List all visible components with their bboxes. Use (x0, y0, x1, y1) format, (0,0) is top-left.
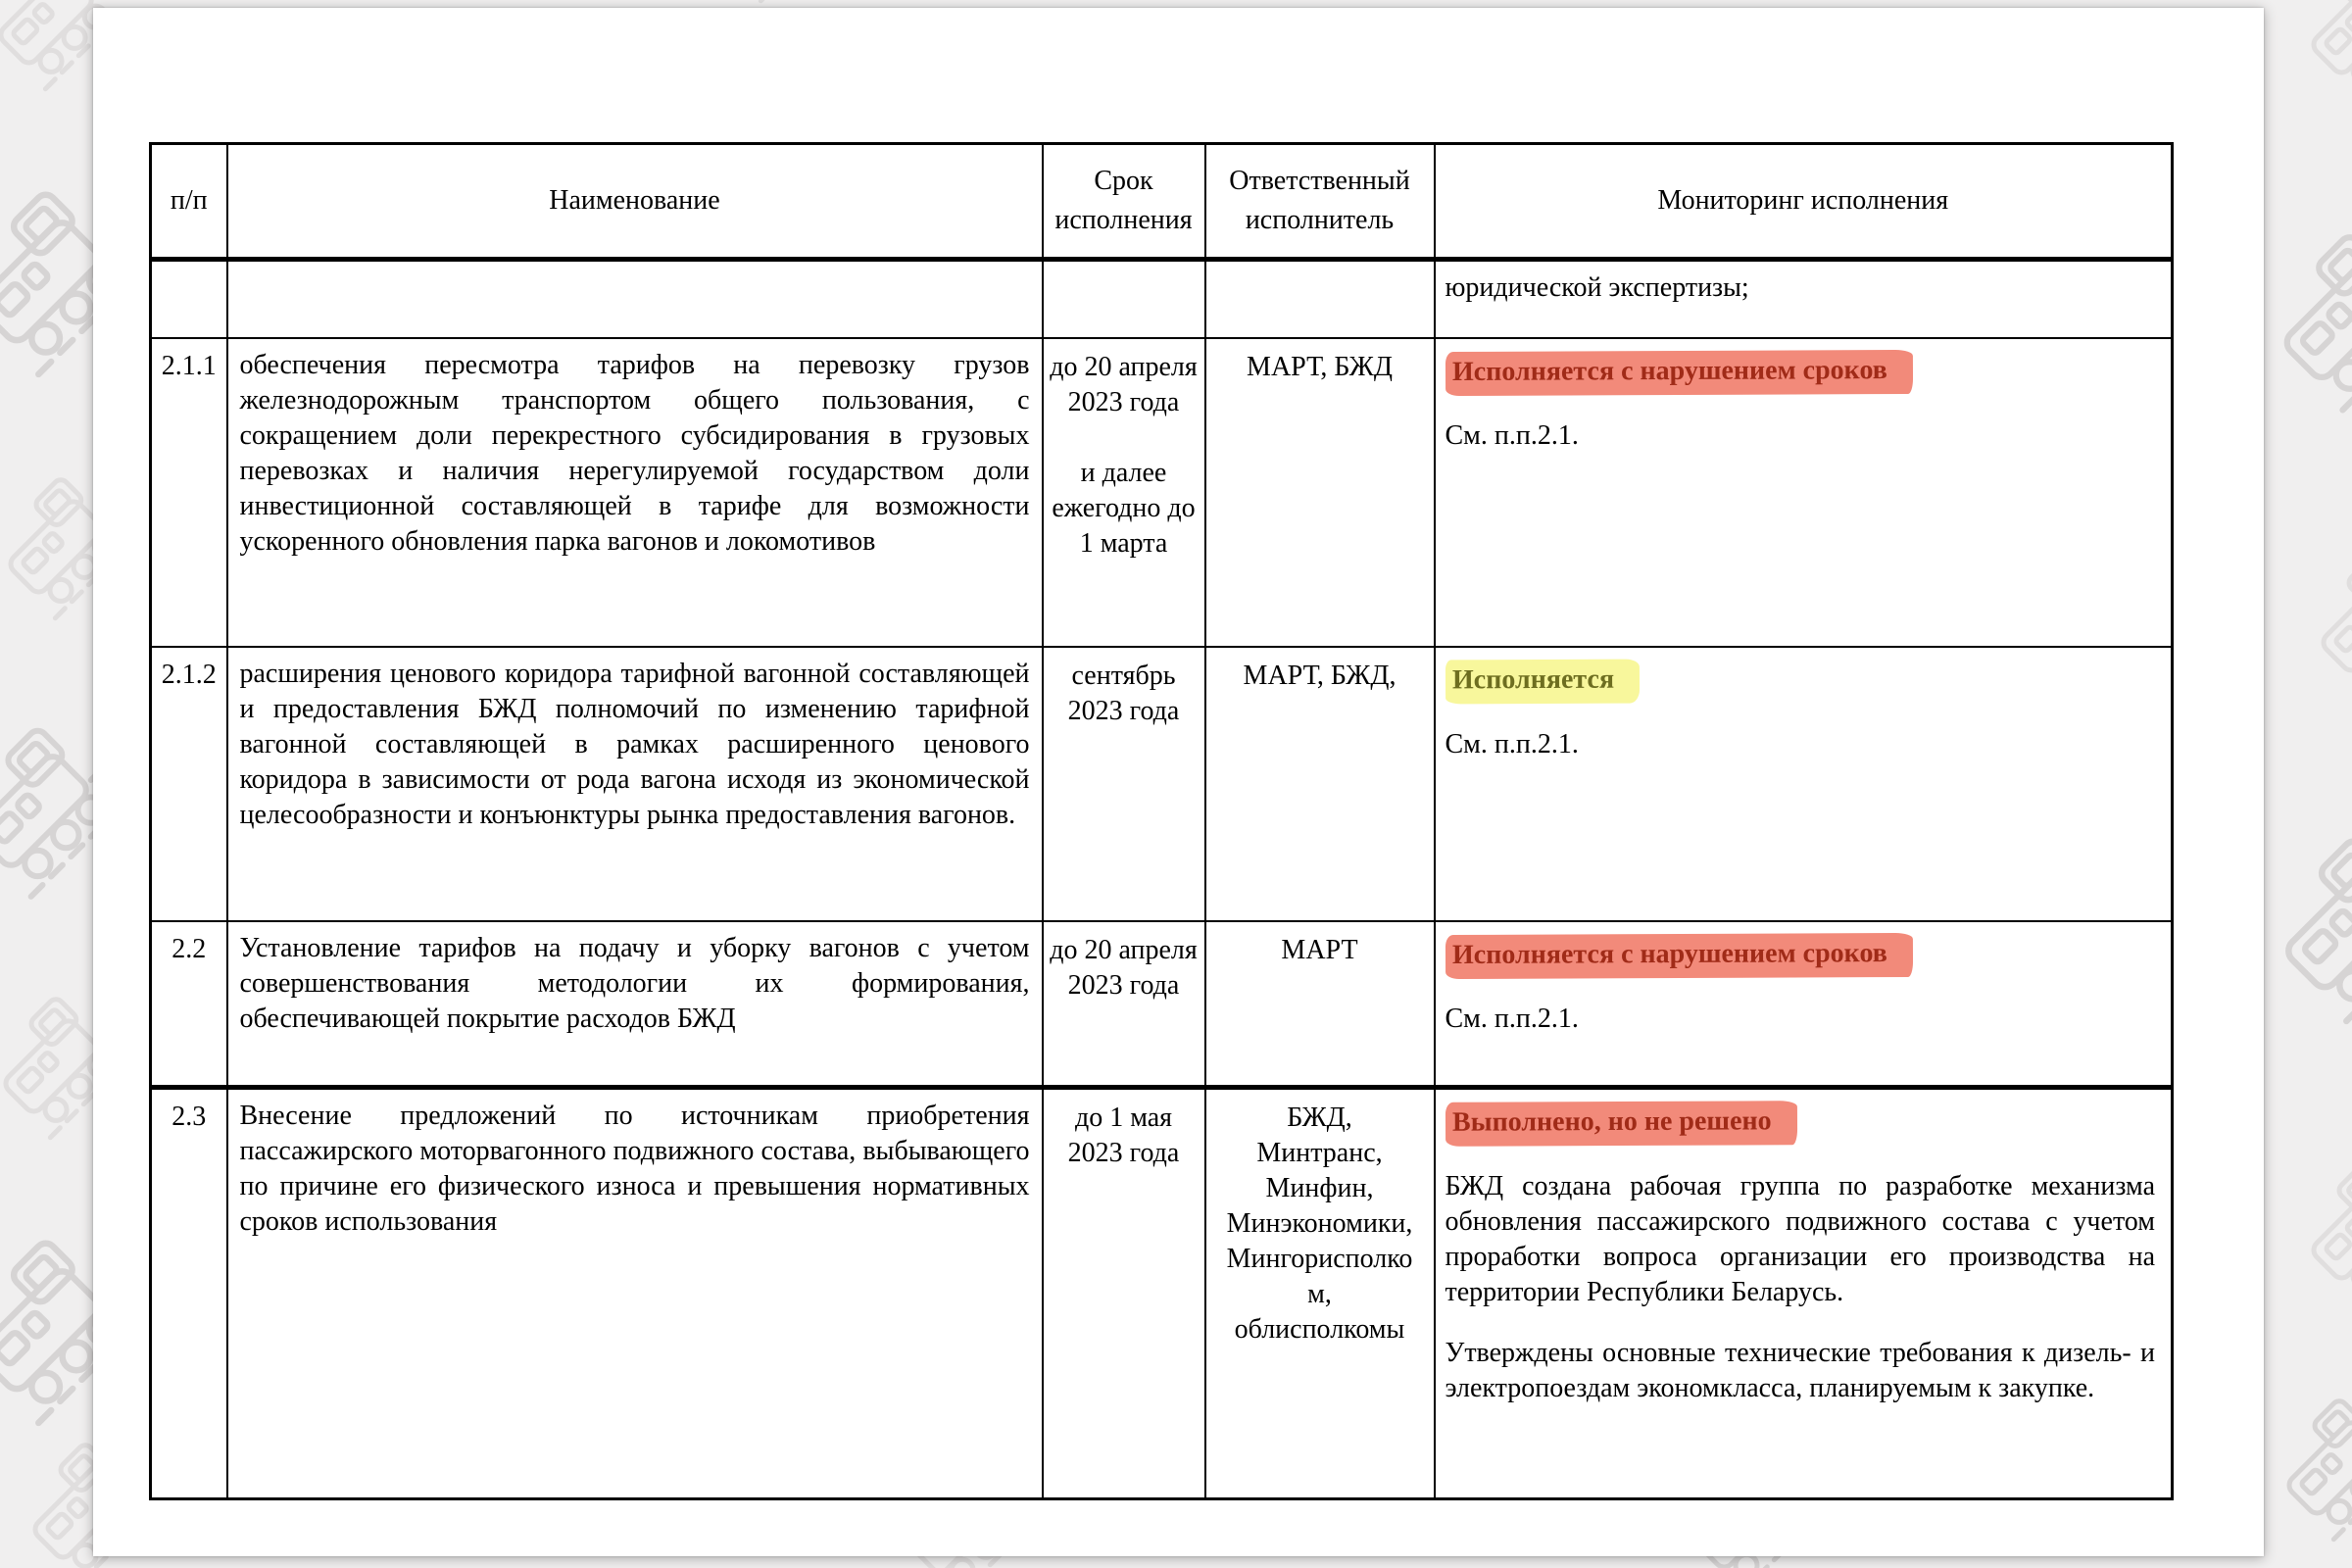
header-row (151, 144, 2173, 260)
column-header-name: Наименование (227, 144, 1043, 260)
status-highlight (1445, 349, 1912, 395)
column-header-num: п/п (151, 144, 227, 260)
status-text: Исполняется (1451, 663, 1614, 695)
table-row (151, 1088, 2173, 1499)
monitoring-paragraph: См. п.п.2.1. (1445, 1003, 1579, 1034)
term-line: до 1 мая 2023 года (1067, 1102, 1180, 1168)
row-number-cell (151, 260, 227, 338)
monitoring-paragraph: юридической экспертизы; (1445, 272, 1749, 303)
task-name-cell: Установление тарифов на подачу и уборку вагонов с учетом совершенствования методологии их формирования, обеспечивающей покрытие расходов БЖД (227, 921, 1043, 1088)
monitoring-paragraph: БЖД создана рабочая группа по разработке механизма обновления пассажирского подвижного состава с учетом проработки вопроса организации его производства на территории Республики Беларусь. (1445, 1171, 2155, 1307)
row-number-cell: 2.2 (151, 921, 227, 1088)
table-row (151, 921, 2173, 1088)
column-header-monitoring: Мониторинг исполнения (1435, 144, 2173, 260)
monitoring-cell (1435, 921, 2173, 1088)
table-row (151, 647, 2173, 921)
term-line: и далее ежегодно до 1 марта (1052, 457, 1196, 559)
table-row (151, 338, 2173, 647)
monitoring-paragraph: Утверждены основные технические требования к дизель- и электропоездам экономкласса, планируемым к закупке. (1445, 1338, 2155, 1403)
executor-cell: МАРТ, БЖД (1205, 338, 1435, 647)
term-cell (1043, 1088, 1205, 1499)
row-number-cell: 2.1.1 (151, 338, 227, 647)
document-page (93, 8, 2264, 1556)
term-cell (1043, 338, 1205, 647)
monitoring-cell (1435, 647, 2173, 921)
task-name-cell: обеспечения пересмотра тарифов на перевозку грузов железнодорожным транспортом общего пользования, с сокращением доли перекрестного субсидирования в грузовых перевозках и наличия нерегулируемой государством доли инвестиционной составляющей в тарифе для возможности ускоренного обновления парка вагонов и локомотивов (227, 338, 1043, 647)
status-highlight (1445, 659, 1639, 704)
row-number-cell: 2.1.2 (151, 647, 227, 921)
doodle-right-strip (2258, 0, 2352, 1540)
monitoring-table (149, 142, 2174, 1500)
status-text: Исполняется с нарушением сроков (1451, 354, 1887, 387)
term-cell (1043, 647, 1205, 921)
term-line: до 20 апреля 2023 года (1050, 351, 1198, 417)
monitoring-cell (1435, 338, 2173, 647)
status-highlight (1445, 932, 1912, 978)
column-header-term: Срок исполнения (1043, 144, 1205, 260)
task-name-cell: расширения ценового коридора тарифной вагонной составляющей и предоставления БЖД полномочий по изменению тарифной вагонной составляющей в рамках расширенного ценового коридора в зависимости от рода вагона исходя из экономической целесообразности и конъюнктуры рынка предоставления вагонов. (227, 647, 1043, 921)
task-name-cell: Внесение предложений по источникам приобретения пассажирского моторвагонного подвижного состава, выбывающего по причине его физического износа и превышения нормативных сроков использования (227, 1088, 1043, 1499)
executor-cell (1205, 260, 1435, 338)
monitoring-paragraph: См. п.п.2.1. (1445, 728, 1579, 760)
term-cell (1043, 921, 1205, 1088)
status-text: Исполняется с нарушением сроков (1451, 937, 1887, 970)
monitoring-paragraph: См. п.п.2.1. (1445, 419, 1579, 451)
table-row (151, 260, 2173, 338)
status-highlight (1445, 1101, 1796, 1147)
monitoring-cell (1435, 1088, 2173, 1499)
task-name-cell (227, 260, 1043, 338)
executor-cell: БЖД, Минтранс, Минфин, Минэкономики, Мингорисполком, облисполкомы (1205, 1088, 1435, 1499)
status-text: Выполнено, но не решено (1451, 1105, 1772, 1138)
column-header-executor: Ответственный исполнитель (1205, 144, 1435, 260)
term-line: до 20 апреля 2023 года (1050, 934, 1198, 1001)
term-line: сентябрь 2023 года (1067, 660, 1180, 726)
row-number-cell: 2.3 (151, 1088, 227, 1499)
executor-cell: МАРТ (1205, 921, 1435, 1088)
executor-cell: МАРТ, БЖД, (1205, 647, 1435, 921)
table-body (151, 260, 2173, 1499)
term-cell (1043, 260, 1205, 338)
monitoring-cell (1435, 260, 2173, 338)
